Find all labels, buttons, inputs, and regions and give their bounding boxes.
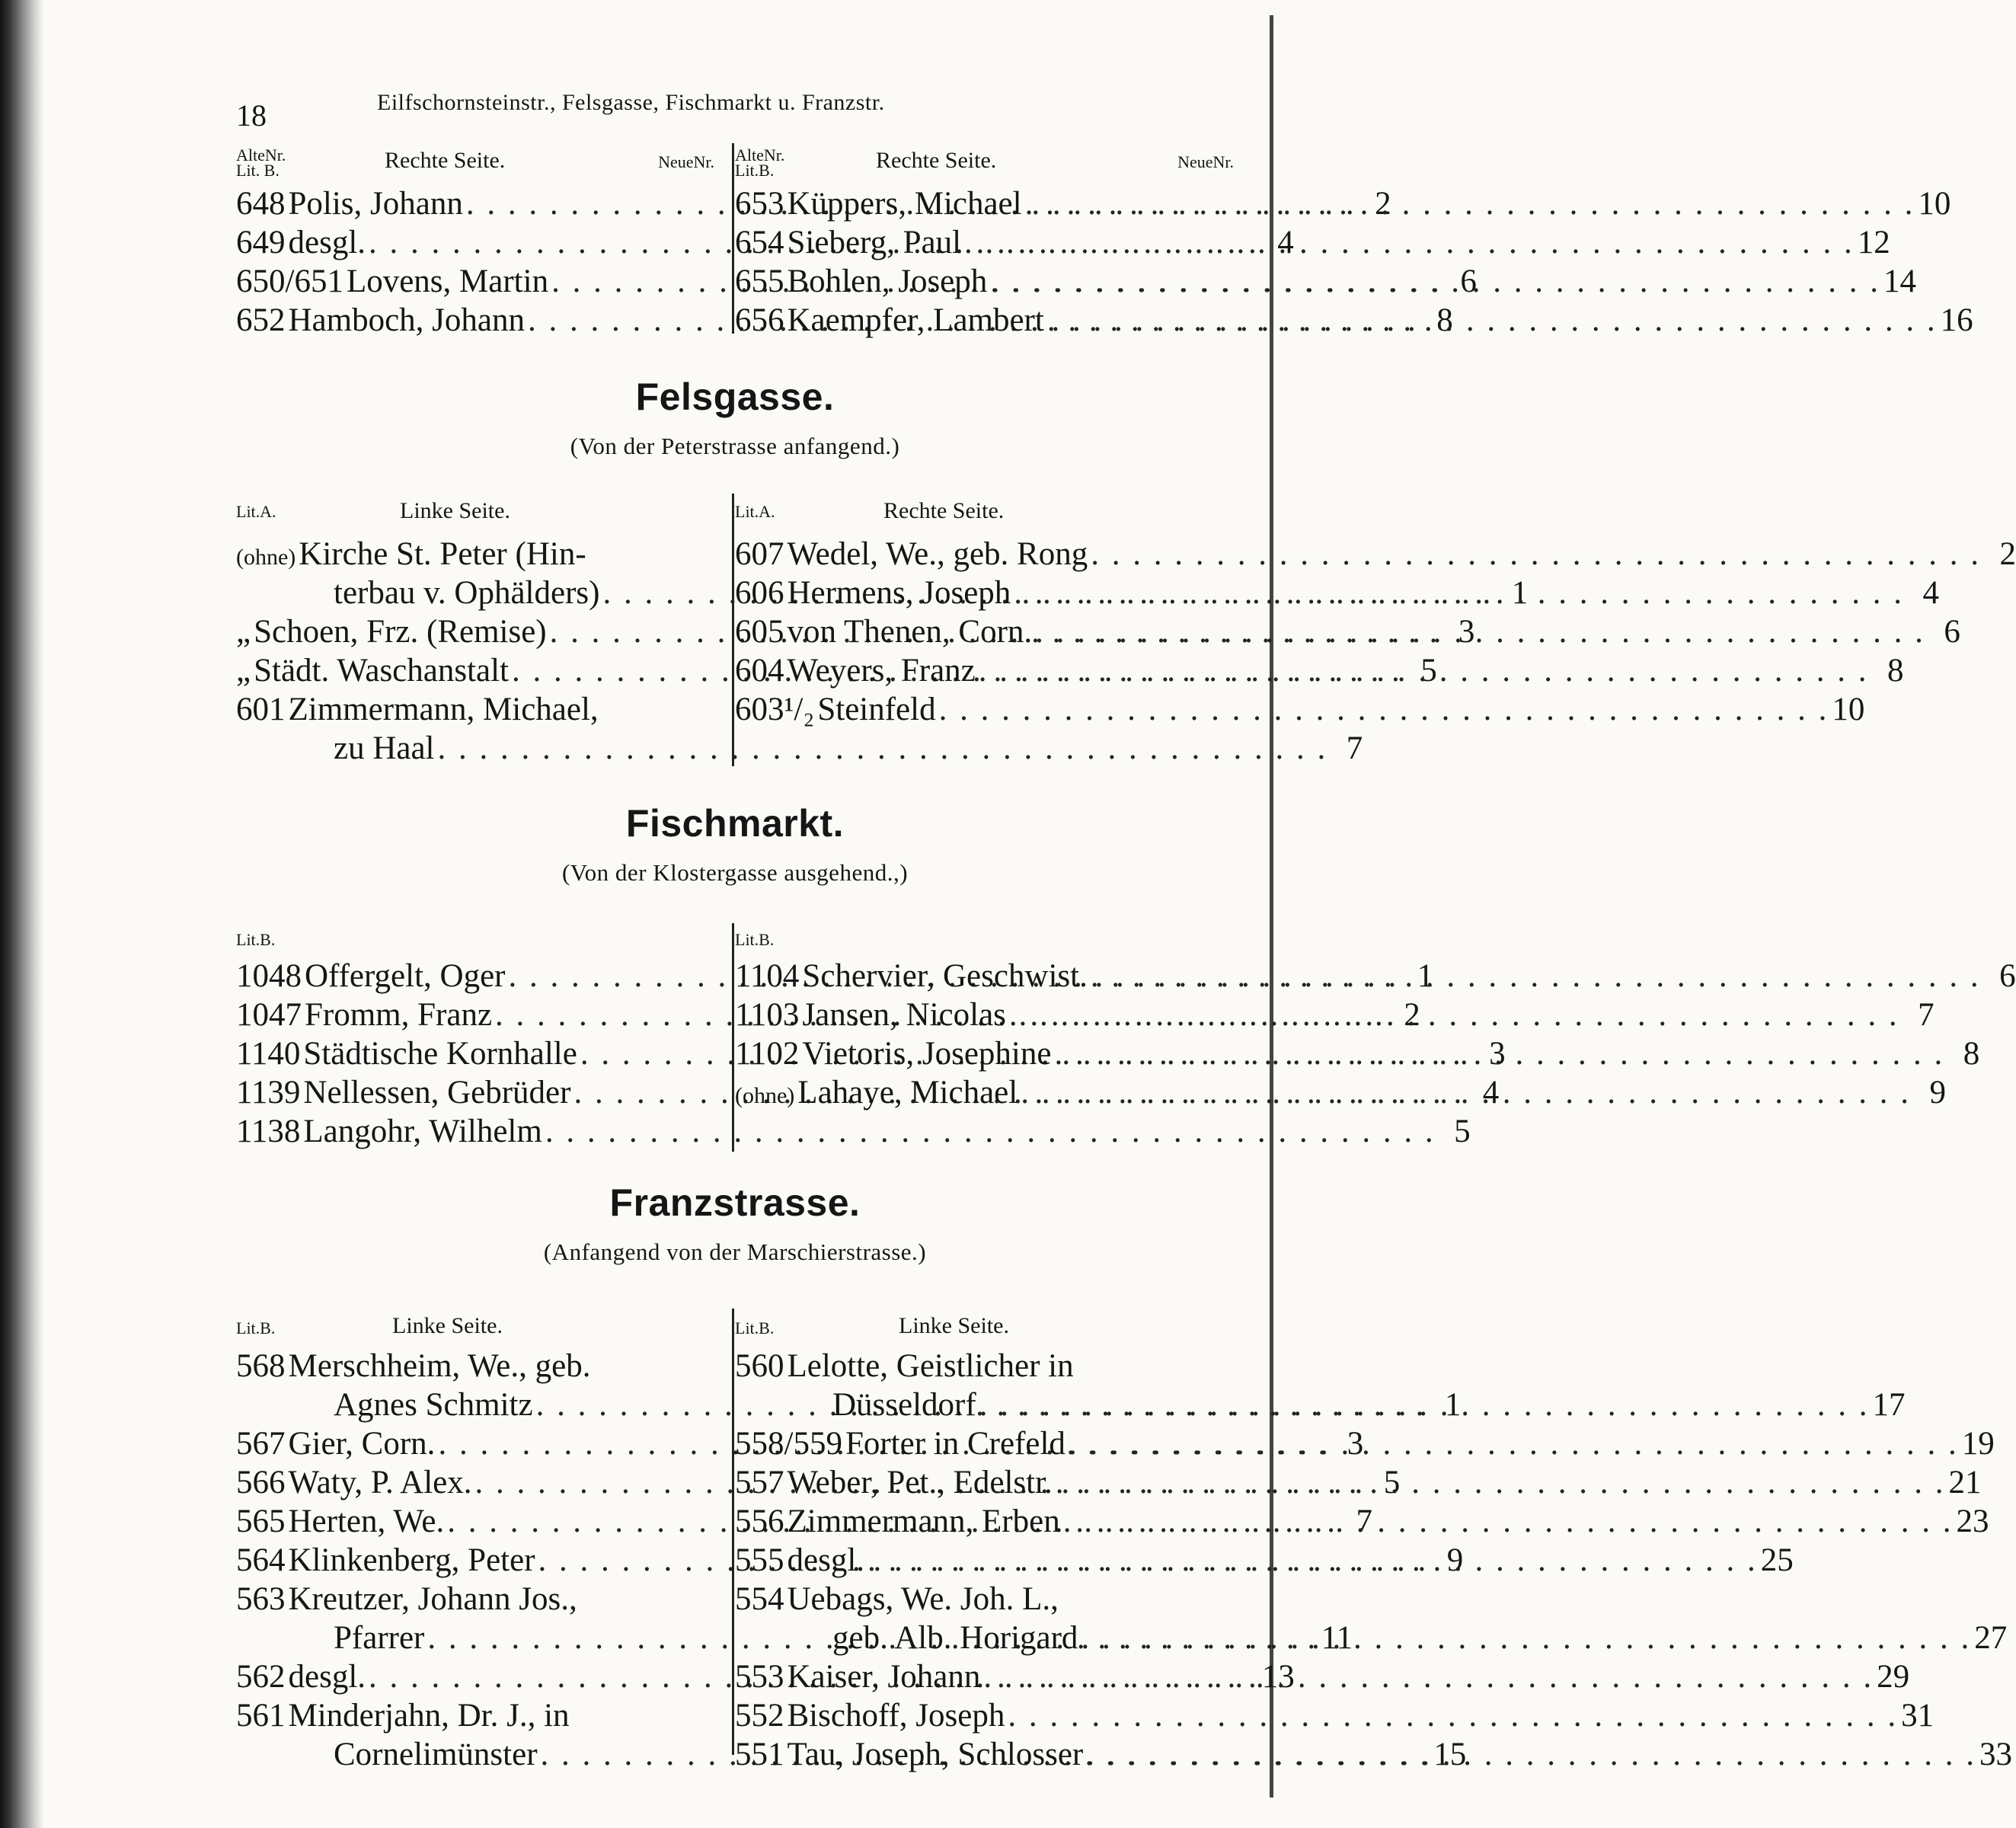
new-house-number: 12 [1857, 225, 1890, 260]
resident-name: Weber, Pet., Edelstr. [787, 1465, 1053, 1500]
resident-name: Klinkenberg, Peter [288, 1542, 535, 1578]
leader-dots [1088, 535, 1984, 574]
old-house-number: 652 [236, 302, 286, 338]
old-house-number: 648 [236, 186, 286, 222]
column-right [735, 923, 2016, 1112]
new-house-number: 21 [1948, 1465, 1982, 1500]
old-house-number: 562 [236, 1659, 286, 1695]
resident-name: Cornelimünster [334, 1737, 538, 1772]
old-house-number: 568 [236, 1348, 286, 1384]
resident-name: Kaempfer, Lambert [787, 302, 1044, 338]
directory-entry [735, 1696, 1935, 1735]
resident-name: Forter in Crefeld [845, 1426, 1066, 1462]
old-house-number: 560 [735, 1348, 784, 1384]
new-house-number: 13 [1261, 1659, 1295, 1695]
old-house-number: 649 [236, 225, 286, 260]
directory-entry [236, 1696, 714, 1735]
new-house-number: 5 [1420, 653, 1437, 689]
resident-name: terbau v. Ophälders) [334, 575, 600, 611]
side-label: Linke Seite. [400, 498, 510, 523]
new-house-number: 16 [1940, 302, 1973, 338]
resident-name: Gier, Corn. [288, 1426, 436, 1462]
leader-dots [961, 223, 1858, 262]
resident-name: Nellessen, Gebrüder [303, 1075, 571, 1111]
directory-entry [236, 690, 714, 729]
leader-dots [936, 690, 1832, 729]
leader-dots [1060, 1502, 1957, 1541]
column-right [735, 494, 2016, 729]
new-house-number: 31 [1901, 1698, 1935, 1734]
old-house-number: 656 [735, 302, 784, 338]
felsgasse-table [236, 494, 2016, 768]
old-house-number: 1102 [735, 1036, 800, 1072]
resident-name: Städtische Kornhalle [303, 1036, 577, 1072]
leader-dots [987, 262, 1883, 301]
new-house-number: 3 [1347, 1426, 1364, 1462]
directory-entry [236, 729, 1363, 768]
new-house-number: 2 [1999, 536, 2016, 572]
side-label: Linke Seite. [392, 1313, 503, 1338]
column-header [735, 143, 1234, 184]
old-house-number: 566 [236, 1465, 286, 1500]
old-house-number: 563 [236, 1581, 286, 1617]
new-house-number: 15 [1433, 1737, 1467, 1772]
new-house-number: 23 [1956, 1504, 1989, 1539]
old-house-number: 653 [735, 186, 784, 222]
resident-name: Tau, Joseph, Schlosser [787, 1737, 1084, 1772]
old-house-number: 565 [236, 1504, 286, 1539]
directory-entry [735, 651, 1904, 690]
new-house-number: 33 [1979, 1737, 2012, 1772]
neue-nr-label: NeueNr. [658, 152, 714, 171]
resident-name: Polis, Johann [288, 186, 463, 222]
leader-dots [1066, 1424, 1962, 1463]
directory-entry [236, 1112, 1471, 1151]
new-house-number: 1 [1511, 575, 1529, 611]
leader-dots [980, 1657, 1877, 1696]
new-house-number: 2 [1404, 997, 1420, 1033]
page-number: 18 [236, 98, 267, 133]
leader-dots [1053, 1463, 1949, 1502]
resident-name: Lelotte, Geistlicher in [787, 1348, 1074, 1384]
new-house-number: 17 [1872, 1387, 1906, 1423]
old-house-number: 552 [735, 1698, 784, 1734]
old-house-number: 555 [735, 1542, 784, 1578]
directory-entry [735, 1541, 1794, 1580]
new-house-number: 3 [1489, 1036, 1506, 1072]
old-house-number: 551 [735, 1737, 784, 1772]
leader-dots [1032, 612, 1928, 651]
new-house-number: 8 [1963, 1036, 1980, 1072]
resident-name: desgl. [288, 1659, 366, 1695]
section-fischmarkt [236, 801, 1234, 887]
resident-name: Agnes Schmitz [334, 1387, 533, 1423]
old-house-number: 556 [735, 1504, 784, 1539]
resident-name: Merschheim, We., geb. [288, 1348, 591, 1384]
old-house-number: „ [236, 653, 251, 689]
column-header [735, 923, 1234, 957]
directory-entry [735, 1502, 1989, 1541]
directory-entry [735, 262, 1917, 301]
section-felsgasse [236, 375, 1234, 460]
leader-dots [976, 651, 1872, 690]
old-house-number: 558/559 [735, 1426, 842, 1462]
side-label: Rechte Seite. [883, 498, 1005, 523]
new-house-number: 10 [1918, 186, 1951, 222]
old-house-number: 1139 [236, 1075, 301, 1111]
side-label: Rechte Seite. [876, 148, 997, 173]
column-header [236, 1309, 714, 1347]
new-house-number: 4 [1922, 575, 1940, 611]
new-house-number: 3 [1458, 614, 1475, 650]
resident-name: Steinfeld [817, 692, 936, 727]
new-house-number: 5 [1383, 1465, 1401, 1500]
resident-name: Schoen, Frz. (Remise) [254, 614, 547, 650]
new-house-number: 25 [1760, 1542, 1794, 1578]
old-house-number: 1104 [735, 958, 800, 994]
old-house-number: 655 [735, 264, 784, 299]
resident-name: Vietoris, Josephine [802, 1036, 1052, 1072]
directory-entry [735, 612, 1960, 651]
new-house-number: 1 [1417, 958, 1434, 994]
section-eilfschornsteinstrasse [236, 143, 1973, 341]
side-label: Rechte Seite. [385, 148, 506, 173]
new-house-number: 4 [1277, 225, 1294, 260]
leader-dots [1044, 301, 1941, 340]
directory-entry [236, 535, 714, 574]
resident-name: Düsseldorf [832, 1387, 976, 1423]
entry-list [735, 184, 1973, 340]
leader-dots [435, 729, 1331, 768]
directory-entry [735, 1463, 1982, 1502]
resident-name: Offergelt, Oger [305, 958, 506, 994]
directory-entry [735, 1034, 1980, 1073]
resident-name: Wedel, We., geb. Rong [787, 536, 1088, 572]
resident-name: Kirche St. Peter (Hin- [299, 536, 586, 572]
old-house-number: 1140 [236, 1036, 301, 1072]
resident-name: Hermens, Joseph [787, 575, 1011, 611]
resident-name: Bohlen, Joseph [787, 264, 988, 299]
resident-name: Bischoff, Joseph [787, 1698, 1005, 1734]
resident-name: Lovens, Martin [346, 264, 549, 299]
directory-entry [735, 995, 1935, 1034]
leader-dots [542, 1112, 1439, 1151]
directory-entry [735, 223, 1890, 262]
section-subtitle: (Von der Peterstrasse anfangend.) [570, 433, 900, 459]
resident-name: Fromm, Franz [305, 997, 493, 1033]
old-house-number: 564 [236, 1542, 286, 1578]
resident-name: Lahaye, Michael [797, 1075, 1018, 1111]
old-house-number: 1047 [236, 997, 302, 1033]
leader-dots [1022, 184, 1919, 223]
new-house-number: 6 [1999, 958, 2016, 994]
directory-entry [735, 1424, 1995, 1463]
section-title: Felsgasse. [635, 376, 835, 418]
old-house-number: „ [236, 614, 251, 650]
new-house-number: 8 [1436, 302, 1453, 338]
directory-entry [735, 184, 1951, 223]
resident-name: Zimmermann, Michael, [288, 692, 599, 727]
directory-entry [735, 1385, 1906, 1424]
resident-name: von Thenen, Corn. [787, 614, 1033, 650]
old-house-number: 553 [735, 1659, 784, 1695]
old-house-number: 567 [236, 1426, 286, 1462]
column-right [735, 143, 1973, 340]
lit-label: Lit.A. [735, 502, 775, 521]
new-house-number: 9 [1929, 1075, 1946, 1111]
entry-list [735, 957, 2016, 1112]
lit-label: Lit.B. [735, 930, 775, 949]
new-house-number: 29 [1877, 1659, 1910, 1695]
new-house-number: 14 [1883, 264, 1917, 299]
column-header [236, 143, 714, 184]
resident-name: Uebags, We. Joh. L., [787, 1581, 1059, 1617]
old-house-number: 606 [735, 575, 784, 611]
leader-dots [1088, 957, 1984, 995]
section-subtitle: (Von der Klostergasse ausgehend.,) [561, 859, 909, 886]
lit-label: Lit.A. [236, 502, 276, 521]
old-house-number: 1138 [236, 1114, 301, 1149]
fischmarkt-table [236, 923, 2016, 1167]
resident-name: Schervier, Geschwist. [802, 958, 1088, 994]
directory-entry [735, 574, 1940, 612]
leader-dots [1018, 1073, 1914, 1112]
resident-name: Langohr, Wilhelm [303, 1114, 542, 1149]
resident-name: Kaiser, Johann [787, 1659, 981, 1695]
directory-entry [735, 1347, 1234, 1385]
resident-name: desgl. [288, 225, 366, 260]
leader-dots [1078, 1619, 1974, 1657]
old-house-number: 554 [735, 1581, 784, 1617]
old-house-number: 650/651 [236, 264, 343, 299]
new-house-number: 6 [1944, 614, 1960, 650]
new-house-number: 1 [1444, 1387, 1462, 1423]
leader-dots [1005, 1696, 1901, 1735]
scan-binding-edge [0, 0, 44, 1828]
lit-label: Lit.B. [236, 930, 276, 949]
new-house-number: 11 [1321, 1620, 1353, 1656]
lit-label: AlteNr. Lit. B. [236, 145, 286, 180]
column-header [236, 923, 714, 957]
old-house-number: (ohne) [236, 545, 296, 570]
directory-entry [735, 690, 1865, 729]
directory-entry [735, 1580, 1234, 1619]
old-house-number: 603¹/₂ [735, 692, 815, 727]
new-house-number: 7 [1356, 1504, 1372, 1539]
new-house-number: 19 [1961, 1426, 1995, 1462]
resident-name: Küppers, Michael [787, 186, 1022, 222]
directory-entry [735, 535, 2016, 574]
resident-name: Pfarrer [334, 1620, 425, 1656]
entry-list [735, 535, 2016, 729]
column-header [735, 494, 1234, 535]
leader-dots [864, 1541, 1761, 1580]
resident-name: Zimmermann, Erben [787, 1504, 1060, 1539]
new-house-number: 7 [1346, 730, 1363, 766]
leader-dots [976, 1385, 1873, 1424]
directory-entry [236, 1580, 714, 1619]
old-house-number: 607 [735, 536, 784, 572]
old-house-number: 557 [735, 1465, 784, 1500]
old-house-number: 605 [735, 614, 784, 650]
directory-entry [735, 1073, 1946, 1112]
column-header [236, 494, 714, 535]
leader-dots [1006, 995, 1903, 1034]
running-head: Eilfschornsteinstr., Felsgasse, Fischmarkt u. Franzstr. [377, 90, 885, 115]
old-house-number: 604 [735, 653, 784, 689]
leader-dots [1083, 1735, 1979, 1774]
new-house-number: 6 [1460, 264, 1477, 299]
old-house-number: 1103 [735, 997, 800, 1033]
resident-name: zu Haal [334, 730, 435, 766]
resident-name: Hamboch, Johann [288, 302, 525, 338]
section-title: Fischmarkt. [625, 802, 845, 845]
side-label: Linke Seite. [899, 1313, 1009, 1338]
old-house-number: 1048 [236, 958, 302, 994]
section-franzstrasse [236, 1181, 1234, 1266]
lit-label: Lit.B. [735, 1318, 775, 1337]
section-subtitle: (Anfangend von der Marschierstrasse.) [543, 1238, 927, 1265]
lit-label: Lit.B. [236, 1318, 276, 1337]
old-house-number: 601 [236, 692, 286, 727]
franzstrasse-table [236, 1309, 2012, 1781]
resident-name: Sieberg, Paul [787, 225, 962, 260]
new-house-number: 5 [1454, 1114, 1471, 1149]
old-house-number: 561 [236, 1698, 286, 1734]
directory-entry [735, 957, 2016, 995]
old-house-number: (ohne) [735, 1083, 795, 1108]
resident-name: Kreutzer, Johann Jos., [288, 1581, 577, 1617]
section-title: Franzstrasse. [609, 1181, 861, 1224]
resident-name: Herten, We. [288, 1504, 445, 1539]
new-house-number: 2 [1375, 186, 1391, 222]
new-house-number: 7 [1918, 997, 1935, 1033]
new-house-number: 8 [1887, 653, 1904, 689]
new-house-number: 9 [1446, 1542, 1464, 1578]
old-house-number: 654 [735, 225, 784, 260]
new-house-number: 10 [1832, 692, 1865, 727]
resident-name: Weyers, Franz [787, 653, 976, 689]
lit-label: AlteNr. Lit.B. [735, 145, 785, 180]
column-header [735, 1309, 1234, 1347]
leader-dots [1011, 574, 1907, 612]
new-house-number: 27 [1974, 1620, 2008, 1656]
new-house-number: 4 [1482, 1075, 1500, 1111]
resident-name: Waty, P. Alex. [288, 1465, 472, 1500]
resident-name: Minderjahn, Dr. J., in [288, 1698, 570, 1734]
neue-nr-label: NeueNr. [1177, 152, 1234, 171]
resident-name: desgl. [787, 1542, 865, 1578]
leader-dots [1051, 1034, 1947, 1073]
resident-name: Städt. Waschanstalt [254, 653, 510, 689]
directory-entry [236, 1347, 714, 1385]
resident-name: geb. Alb. Horigard [832, 1620, 1078, 1656]
directory-entry [735, 301, 1973, 340]
resident-name: Jansen, Nicolas [802, 997, 1006, 1033]
